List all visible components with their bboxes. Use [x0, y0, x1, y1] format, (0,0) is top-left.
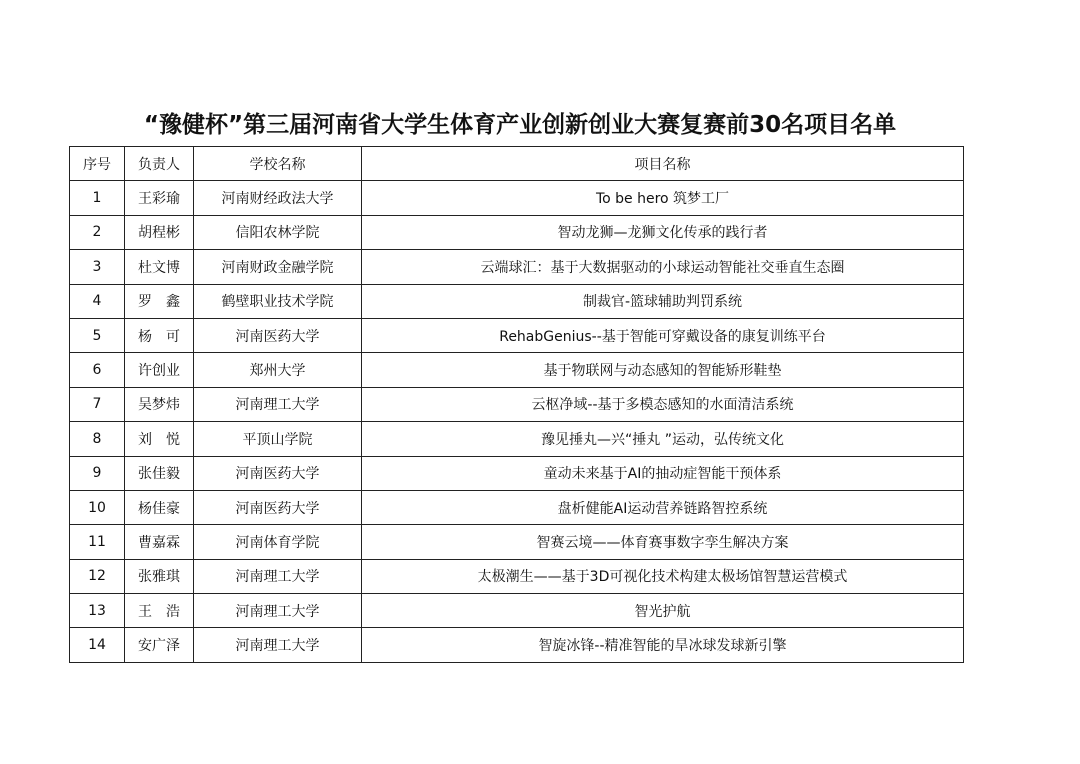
- table-row: [70, 284, 964, 318]
- cell-project: 童动未来基于AI的抽动症智能干预体系: [362, 456, 964, 490]
- cell-number: 14: [70, 628, 125, 662]
- cell-project: 智光护航: [362, 594, 964, 628]
- cell-school: 河南理工大学: [194, 594, 362, 628]
- cell-owner: 胡程彬: [125, 215, 194, 249]
- table-row: [70, 456, 964, 490]
- table-row: [70, 387, 964, 421]
- cell-number: 12: [70, 559, 125, 593]
- header-row: [70, 147, 964, 181]
- cell-owner: 刘 悦: [125, 422, 194, 456]
- cell-owner: 杨佳豪: [125, 490, 194, 524]
- cell-project: RehabGenius--基于智能可穿戴设备的康复训练平台: [362, 318, 964, 352]
- cell-number: 6: [70, 353, 125, 387]
- table-row: [70, 215, 964, 249]
- cell-project: 智旋冰锋--精准智能的旱冰球发球新引擎: [362, 628, 964, 662]
- cell-school: 河南医药大学: [194, 490, 362, 524]
- cell-number: 4: [70, 284, 125, 318]
- cell-project: 盘析健能AI运动营养链路智控系统: [362, 490, 964, 524]
- cell-owner: 许创业: [125, 353, 194, 387]
- cell-owner: 杨 可: [125, 318, 194, 352]
- cell-project: 制裁官-篮球辅助判罚系统: [362, 284, 964, 318]
- cell-owner: 王 浩: [125, 594, 194, 628]
- cell-school: 河南理工大学: [194, 387, 362, 421]
- table-header: [70, 147, 964, 181]
- table-row: [70, 318, 964, 352]
- header-school: 学校名称: [194, 147, 362, 181]
- table-row: [70, 422, 964, 456]
- cell-school: 河南体育学院: [194, 525, 362, 559]
- table-row: [70, 559, 964, 593]
- cell-school: 河南理工大学: [194, 628, 362, 662]
- cell-school: 河南理工大学: [194, 559, 362, 593]
- cell-owner: 曹嘉霖: [125, 525, 194, 559]
- cell-school: 河南医药大学: [194, 318, 362, 352]
- cell-owner: 罗 鑫: [125, 284, 194, 318]
- cell-number: 10: [70, 490, 125, 524]
- table-row: [70, 525, 964, 559]
- table-row: [70, 181, 964, 215]
- cell-number: 11: [70, 525, 125, 559]
- table-body: [70, 181, 964, 662]
- cell-project: 智赛云境——体育赛事数字孪生解决方案: [362, 525, 964, 559]
- cell-school: 河南财经政法大学: [194, 181, 362, 215]
- cell-project: 智动龙狮—龙狮文化传承的践行者: [362, 215, 964, 249]
- table-row: [70, 628, 964, 662]
- table-row: [70, 250, 964, 284]
- cell-number: 9: [70, 456, 125, 490]
- table-row: [70, 353, 964, 387]
- cell-school: 河南财政金融学院: [194, 250, 362, 284]
- cell-owner: 张佳毅: [125, 456, 194, 490]
- cell-owner: 吴梦炜: [125, 387, 194, 421]
- cell-school: 河南医药大学: [194, 456, 362, 490]
- cell-number: 5: [70, 318, 125, 352]
- header-number: 序号: [70, 147, 125, 181]
- cell-owner: 安广泽: [125, 628, 194, 662]
- cell-owner: 杜文博: [125, 250, 194, 284]
- header-owner: 负责人: [125, 147, 194, 181]
- header-project: 项目名称: [362, 147, 964, 181]
- cell-owner: 张雅琪: [125, 559, 194, 593]
- cell-school: 鹤壁职业技术学院: [194, 284, 362, 318]
- cell-school: 郑州大学: [194, 353, 362, 387]
- cell-number: 7: [70, 387, 125, 421]
- cell-school: 信阳农林学院: [194, 215, 362, 249]
- cell-project: 太极潮生——基于3D可视化技术构建太极场馆智慧运营模式: [362, 559, 964, 593]
- table-row: [70, 490, 964, 524]
- cell-project: 基于物联网与动态感知的智能矫形鞋垫: [362, 353, 964, 387]
- document-title: “豫健杯”第三届河南省大学生体育产业创新创业大赛复赛前30名项目名单: [143, 112, 897, 138]
- cell-number: 2: [70, 215, 125, 249]
- cell-number: 3: [70, 250, 125, 284]
- table-row: [70, 594, 964, 628]
- cell-number: 1: [70, 181, 125, 215]
- cell-project: To be hero 筑梦工厂: [362, 181, 964, 215]
- cell-school: 平顶山学院: [194, 422, 362, 456]
- cell-number: 8: [70, 422, 125, 456]
- cell-project: 云端球汇：基于大数据驱动的小球运动智能社交垂直生态圈: [362, 250, 964, 284]
- project-list-table: [69, 146, 964, 663]
- cell-number: 13: [70, 594, 125, 628]
- cell-project: 豫见捶丸—兴“捶丸 ”运动，弘传统文化: [362, 422, 964, 456]
- cell-owner: 王彩瑜: [125, 181, 194, 215]
- cell-project: 云枢净域--基于多模态感知的水面清洁系统: [362, 387, 964, 421]
